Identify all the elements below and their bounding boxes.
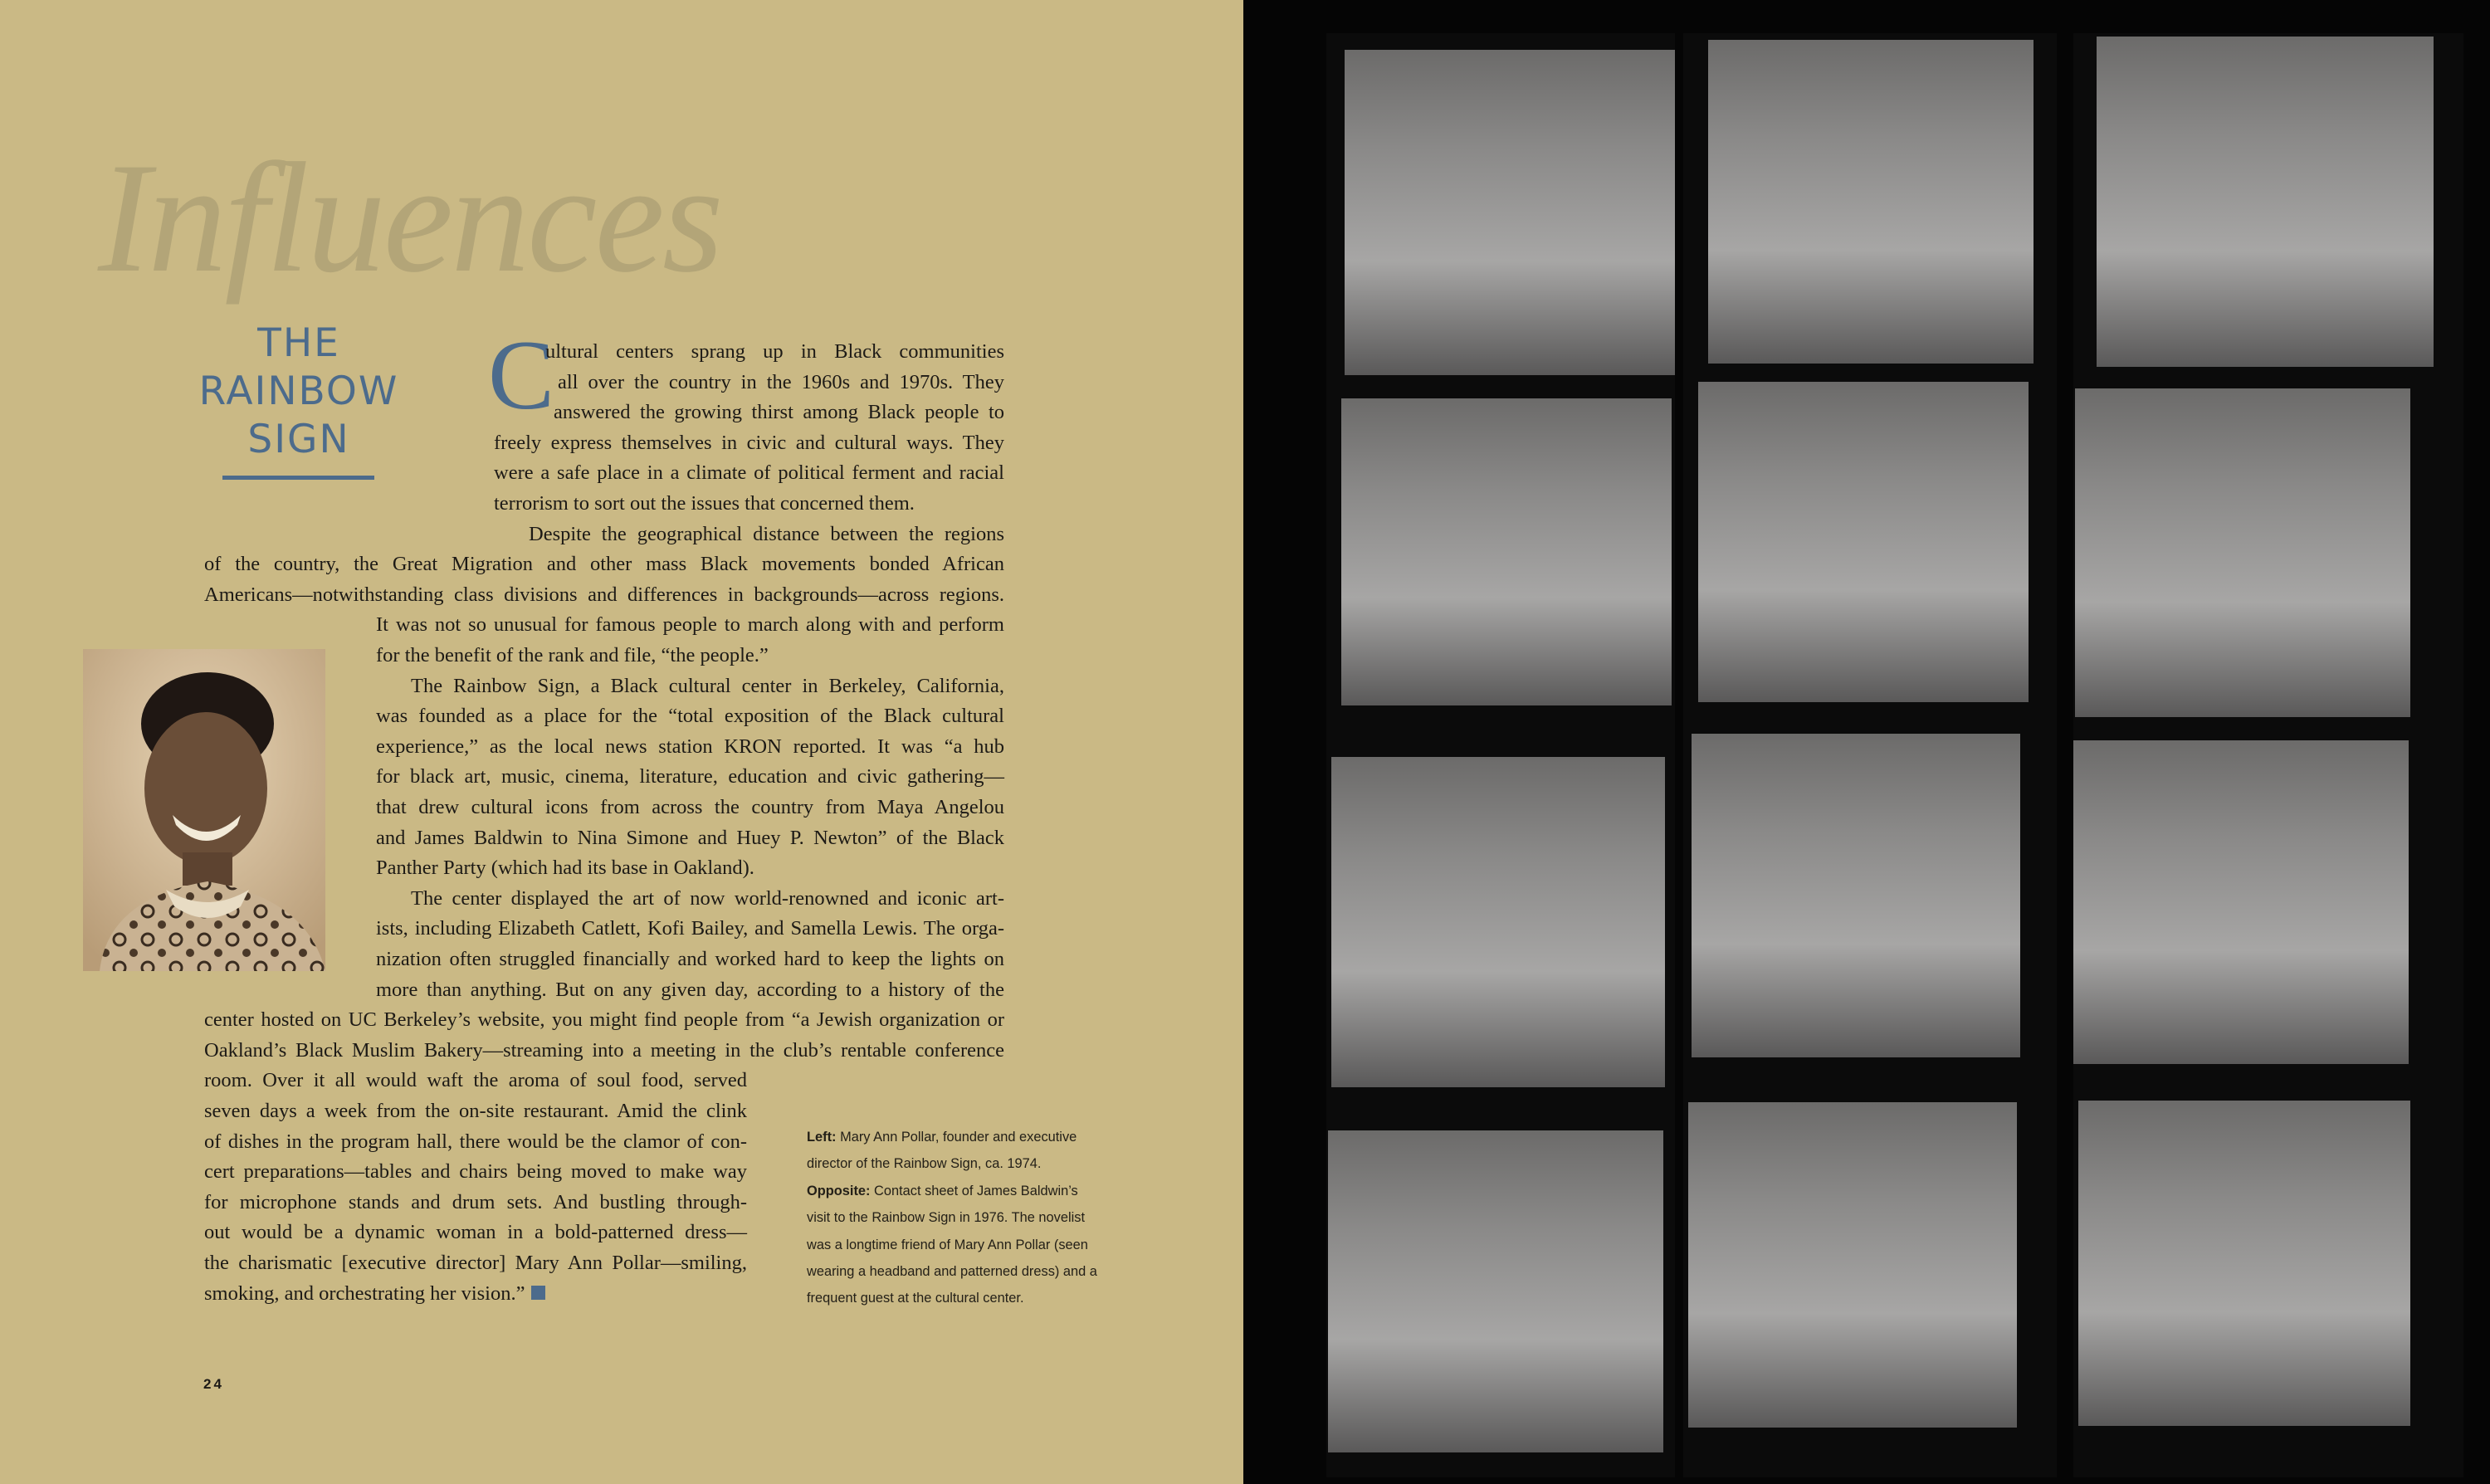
body-line: freely express themselves in civic and cultural ways. They <box>494 432 1004 454</box>
contact-frame <box>2075 388 2410 717</box>
body-line: ists, including Elizabeth Catlett, Kofi Bailey, and Samella Lewis. The orga- <box>376 917 1004 940</box>
body-line: terrorism to sort out the issues that concerned them. <box>494 492 915 515</box>
caption-label-left: Left: <box>807 1130 837 1145</box>
body-line: smoking, and orchestrating her vision.” <box>204 1282 525 1305</box>
body-line: ultural centers sprang up in Black communities <box>545 340 1004 363</box>
dropcap: C <box>488 320 555 430</box>
title-rule <box>222 476 374 480</box>
contact-frame <box>2073 740 2409 1064</box>
caption-label-opposite: Opposite: <box>807 1183 871 1198</box>
contact-frame <box>2097 37 2434 367</box>
body-line: It was not so unusual for famous people to march along with and perform <box>376 613 1004 636</box>
article-title-line: THE <box>257 320 340 366</box>
body-line: for black art, music, cinema, literature, education and civic gathering— <box>376 765 1004 788</box>
page-number: 24 <box>203 1376 224 1392</box>
body-line: for microphone stands and drum sets. And bustling through- <box>204 1191 747 1213</box>
body-line: all over the country in the 1960s and 1970s. They <box>558 371 1004 393</box>
photo-caption <box>807 1124 1114 1312</box>
body-line: of dishes in the program hall, there would be the clamor of con- <box>204 1130 747 1153</box>
left-page <box>0 0 1243 1484</box>
contact-frame <box>1692 734 2020 1057</box>
contact-frame <box>1328 1130 1663 1452</box>
contact-frame <box>1688 1102 2017 1428</box>
contact-frame <box>1345 50 1675 375</box>
contact-sheet <box>1243 0 2490 1484</box>
body-line: Americans—notwithstanding class divisions and differences in backgrounds—across regions. <box>204 583 1004 606</box>
portrait-photo <box>83 649 325 971</box>
body-line: Oakland’s Black Muslim Bakery—streaming into a meeting in the club’s rentable conference <box>204 1039 1004 1062</box>
body-line: Panther Party (which had its base in Oakland). <box>376 857 754 879</box>
body-line: that drew cultural icons from across the country from Maya Angelou <box>376 796 1004 818</box>
caption-text: director of the Rainbow Sign, ca. 1974. <box>807 1156 1042 1172</box>
body-line: the charismatic [executive director] Mary Ann Pollar—smiling, <box>204 1252 747 1274</box>
body-line: The Rainbow Sign, a Black cultural center in Berkeley, California, <box>411 675 1004 697</box>
body-line: experience,” as the local news station KRON reported. It was “a hub <box>376 735 1004 758</box>
end-mark-icon <box>531 1286 545 1300</box>
body-line: cert preparations—tables and chairs being moved to make way <box>204 1160 747 1183</box>
caption-text: was a longtime friend of Mary Ann Pollar (seen <box>807 1237 1088 1252</box>
body-line: The center displayed the art of now world-renowned and iconic art- <box>411 887 1004 910</box>
contact-frame <box>1698 382 2029 702</box>
section-heading: Influences <box>98 131 721 305</box>
contact-frame <box>2078 1101 2410 1426</box>
contact-frame <box>1341 398 1672 705</box>
body-line: nization often struggled financially and worked hard to keep the lights on <box>376 948 1004 970</box>
body-line: were a safe place in a climate of political ferment and racial <box>494 461 1004 484</box>
body-line: center hosted on UC Berkeley’s website, you might find people from “a Jewish organization or <box>204 1008 1004 1031</box>
article-title-line: SIGN <box>247 417 350 462</box>
body-line: Despite the geographical distance between the regions <box>529 523 1004 545</box>
caption-text: wearing a headband and patterned dress) and a <box>807 1264 1097 1280</box>
body-line: was founded as a place for the “total exposition of the Black cultural <box>376 705 1004 727</box>
caption-text: visit to the Rainbow Sign in 1976. The novelist <box>807 1210 1085 1226</box>
body-line: answered the growing thirst among Black people to <box>554 401 1004 423</box>
body-line: for the benefit of the rank and file, “the people.” <box>376 644 769 666</box>
body-line: of the country, the Great Migration and other mass Black movements bonded African <box>204 553 1004 575</box>
body-line: seven days a week from the on-site restaurant. Amid the clink <box>204 1100 747 1122</box>
article-title-line: RAINBOW <box>198 369 399 414</box>
body-line: room. Over it all would waft the aroma of soul food, served <box>204 1069 747 1091</box>
caption-text: Contact sheet of James Baldwin’s <box>870 1183 1078 1198</box>
body-line-final <box>204 1279 747 1310</box>
body-line: out would be a dynamic woman in a bold-patterned dress— <box>204 1221 747 1243</box>
caption-text: Mary Ann Pollar, founder and executive <box>836 1130 1077 1145</box>
caption-text: frequent guest at the cultural center. <box>807 1291 1024 1306</box>
contact-frame <box>1708 40 2034 364</box>
body-line: more than anything. But on any given day, according to a history of the <box>376 979 1004 1001</box>
article-title <box>178 320 419 464</box>
body-line: and James Baldwin to Nina Simone and Huey P. Newton” of the Black <box>376 827 1004 849</box>
contact-frame <box>1331 757 1665 1087</box>
